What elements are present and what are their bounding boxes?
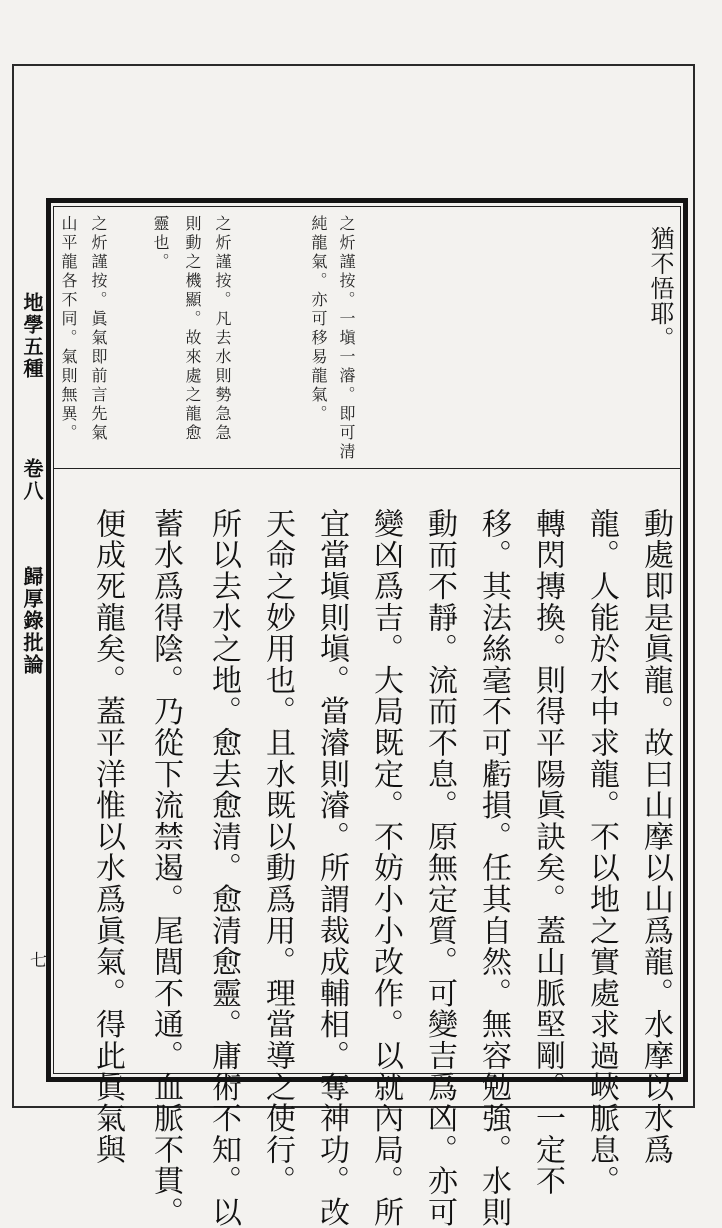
commentary-divider [53, 468, 681, 469]
note-2-line-1: 之炘謹按。凡去水則勢急急 [213, 215, 232, 443]
note-2-line-3: 靈也。 [151, 215, 170, 272]
main-line-9: 所以去水之地。愈去愈清。愈清愈靈。庸術不知。以 [206, 508, 241, 1228]
main-line-5: 動而不靜。流而不息。原無定質。可變吉爲凶。亦可 [422, 508, 457, 1228]
note-3-line-2: 山平龍各不同。氣則無異。 [59, 215, 78, 443]
main-line-11: 便成死龍矣。蓋平洋惟以水爲眞氣。得此眞氣與 [90, 508, 125, 1166]
main-line-7: 宜當塡則塡。當濬則濬。所謂裁成輔相。奪神功。改 [314, 508, 349, 1228]
main-line-1: 動處即是眞龍。故曰山摩以山爲龍。水摩以水爲 [638, 508, 673, 1166]
main-line-6: 變凶爲吉。大局既定。不妨小小改作。以就內局。所 [368, 508, 403, 1228]
note-3-line-1: 之炘謹按。眞氣即前言先氣 [89, 215, 108, 443]
main-line-10: 蓄水爲得陰。乃從下流禁遏。尾閭不通。血脈不貫。 [148, 508, 183, 1228]
section-title: 歸厚錄批論 [20, 566, 44, 676]
book-title: 地學五種 [20, 292, 44, 380]
main-line-4: 移。其法絲毫不可虧損。任其自然。無容勉強。水則 [476, 508, 511, 1228]
note-2-line-2: 則動之機顯。故來處之龍愈 [183, 215, 202, 443]
main-line-3: 轉閃摶換。則得平陽眞訣矣。蓋山脈堅剛。一定不 [530, 508, 565, 1197]
note-1-line-2: 純龍氣。亦可移易龍氣。 [309, 215, 328, 424]
main-line-8: 天命之妙用也。且水既以動爲用。理當導之使行。 [260, 508, 295, 1197]
volume-label: 卷八 [20, 458, 44, 502]
main-line-2: 龍。人能於水中求龍。不以地之實處求過峽脈息。 [584, 508, 619, 1197]
page-number: 七 [30, 951, 47, 971]
commentary-lead: 猶不悟耶。 [646, 226, 674, 351]
note-1-line-1: 之炘謹按。一塡一濬。即可清 [337, 215, 356, 462]
